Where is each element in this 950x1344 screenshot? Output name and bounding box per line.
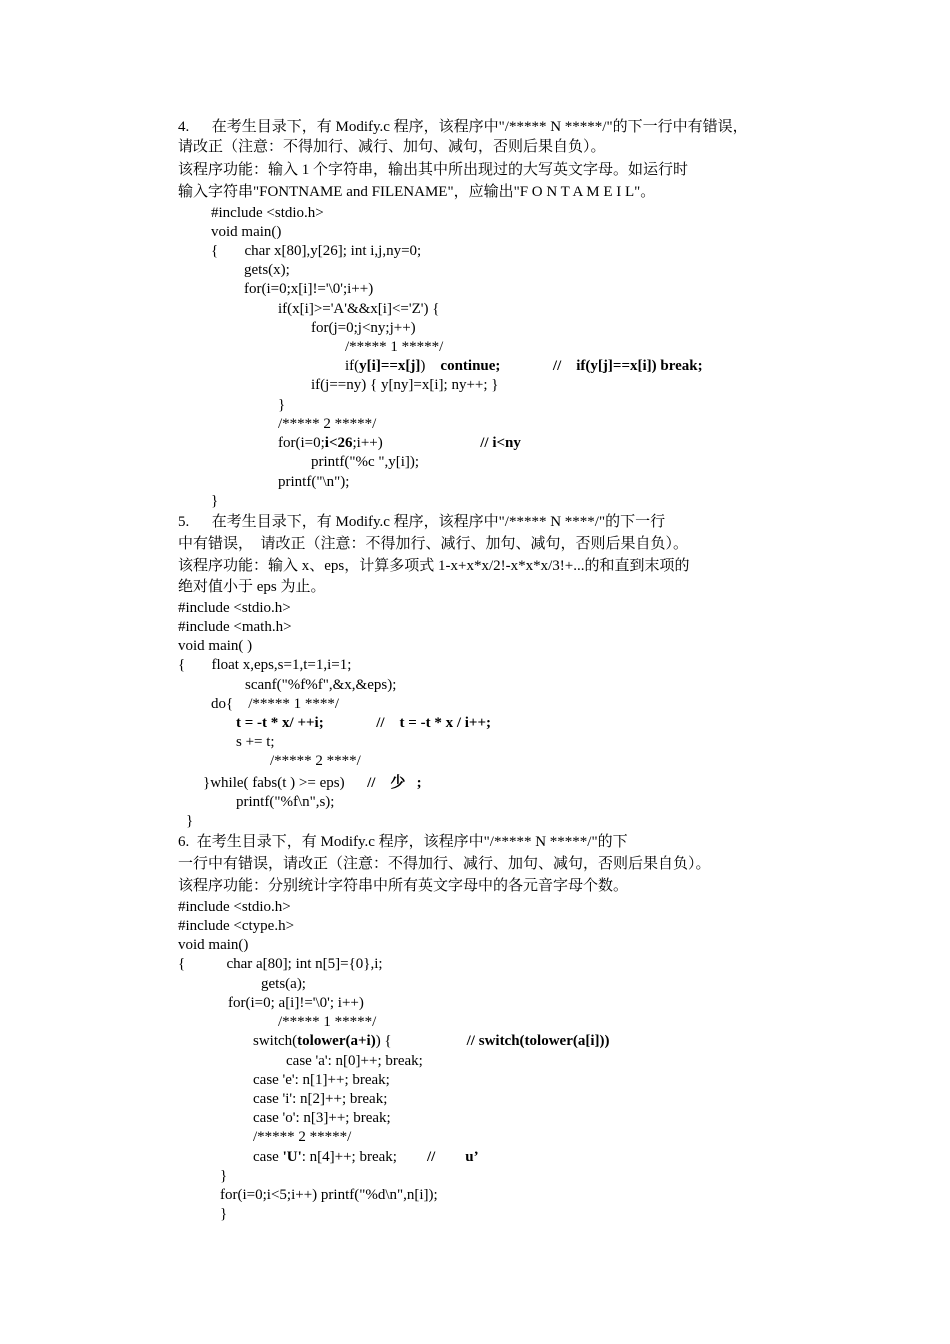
bold-text: i<26 (324, 435, 353, 451)
text-line (178, 138, 606, 157)
text-line (178, 855, 711, 874)
line-text: case 'e': n[1]++; break; (253, 1072, 390, 1088)
code-line (253, 1109, 391, 1128)
code-line (311, 453, 419, 472)
code-line (278, 300, 439, 319)
line-text: 该程序功能：输入 x、eps，计算多项式 1-x+x*x/2!-x*x*x/3!+...的和直到末项的 (178, 558, 690, 574)
code-line (253, 1148, 479, 1167)
line-text: case 'a': n[0]++; break; (286, 1053, 423, 1069)
line-text: } (220, 1168, 228, 1184)
code-line (278, 396, 285, 415)
code-line (220, 1167, 227, 1186)
line-text: 请改正（注意：不得加行、减行、加句、减句，否则后果自负）。 (178, 139, 606, 155)
bold-text: // if(y[j]==x[i]) break; (552, 358, 703, 374)
line-text: if(j==ny) { y[ny]=x[i]; ny++; } (311, 377, 499, 393)
line-text: /***** 1 *****/ (345, 339, 444, 355)
bold-text: y[i]==x[j] (359, 358, 421, 374)
line-text: #include <math.h> (178, 619, 292, 635)
line-text: case 'o': n[3]++; break; (253, 1110, 391, 1126)
code-line (345, 357, 703, 376)
line-text: { char x[80],y[26]; int i,j,ny=0; (211, 243, 422, 259)
line-text: gets(x); (244, 262, 290, 278)
line-text: #include <stdio.h> (178, 899, 291, 915)
code-line (211, 242, 421, 261)
line-text: switch( (253, 1033, 298, 1049)
line-text: for(i=0;i<5;i++) printf("%d\n",n[i]); (220, 1187, 438, 1203)
line-text: ;i++) (352, 435, 481, 451)
code-line (178, 917, 294, 936)
text-line (178, 535, 688, 554)
code-line (278, 1013, 376, 1032)
line-text: #include <ctype.h> (178, 918, 295, 934)
line-text (500, 358, 553, 374)
line-text: 该程序功能：输入 1 个字符串，输出其中所出现过的大写英文字母。如运行时 (178, 162, 689, 178)
bold-text: continue; (440, 358, 501, 374)
code-line (253, 1071, 390, 1090)
bold-text: t = -t * x/ ++i; (236, 715, 324, 731)
bold-text: // switch(tolower(a[i])) (466, 1033, 610, 1049)
code-line (178, 656, 351, 675)
code-line (211, 223, 281, 242)
code-line (211, 204, 324, 223)
text-line (178, 833, 628, 852)
line-text: case (253, 1149, 283, 1165)
code-line (220, 1186, 438, 1205)
line-text: void main() (178, 937, 249, 953)
code-line (236, 793, 334, 812)
line-text: if(x[i]>='A'&&x[i]<='Z') { (278, 301, 440, 317)
code-line (178, 936, 248, 955)
line-text: } (211, 493, 219, 509)
line-text: case 'i': n[2]++; break; (253, 1091, 388, 1107)
line-text: for(i=0;x[i]!='\0';i++) (244, 281, 374, 297)
line-text: /***** 2 *****/ (278, 416, 377, 432)
line-text: 一行中有错误，请改正（注意：不得加行、减行、加句、减句，否则后果自负）。 (178, 856, 711, 872)
code-line (203, 774, 422, 793)
line-text: }while( fabs(t ) >= eps) (203, 775, 368, 791)
code-line (211, 492, 218, 511)
line-text: /***** 2 ****/ (270, 753, 361, 769)
text-line (178, 161, 688, 180)
code-line (286, 1052, 423, 1071)
line-text: 中有错误， 请改正（注意：不得加行、减行、加句、减句，否则后果自负）。 (178, 536, 689, 552)
line-text: 绝对值小于 eps 为止。 (178, 579, 326, 595)
text-line (178, 557, 689, 576)
line-text: s += t; (236, 734, 275, 750)
line-text: ) (420, 358, 441, 374)
line-text: scanf("%f%f",&x,&eps); (245, 677, 397, 693)
line-text: #include <stdio.h> (178, 600, 291, 616)
line-text: 该程序功能：分别统计字符串中所有英文字母中的各元音字母个数。 (178, 878, 629, 894)
code-line (253, 1090, 387, 1109)
code-line (236, 714, 491, 733)
code-line (253, 1032, 610, 1051)
line-text: do{ /***** 1 ****/ (211, 696, 340, 712)
line-text: : n[4]++; break; (301, 1149, 427, 1165)
line-text: 4. 在考生目录下，有 Modify.c 程序，该程序中"/***** N *****/"的下一行中有错误， (178, 119, 748, 135)
bold-text: // i<ny (480, 435, 521, 451)
code-line (311, 319, 416, 338)
code-line (261, 975, 306, 994)
text-line (178, 877, 628, 896)
code-line (244, 261, 290, 280)
code-line (244, 280, 373, 299)
code-line (278, 434, 521, 453)
line-text: printf("%f\n",s); (236, 794, 335, 810)
line-text: for(i=0; a[i]!='\0'; i++) (228, 995, 364, 1011)
code-line (211, 695, 339, 714)
code-line (278, 473, 349, 492)
bold-text: // u’ (426, 1149, 479, 1165)
line-text: { char a[80]; int n[5]={0},i; (178, 956, 383, 972)
code-line (228, 994, 364, 1013)
code-line (178, 599, 291, 618)
code-line (253, 1128, 351, 1147)
code-line (178, 618, 292, 637)
line-text: 5. 在考生目录下，有 Modify.c 程序，该程序中"/***** N ****/"的下一行 (178, 514, 666, 530)
code-line (186, 812, 193, 831)
code-line (220, 1205, 227, 1224)
line-text: } (186, 813, 194, 829)
line-text: 输入字符串"FONTNAME and FILENAME"，应输出"F O N T A M E I L"。 (178, 184, 656, 200)
line-text: if( (345, 358, 360, 374)
bold-text: // 少 ; (367, 775, 422, 791)
text-line (178, 183, 655, 202)
code-line (311, 376, 499, 395)
code-line (278, 415, 376, 434)
line-text: printf("%c ",y[i]); (311, 454, 420, 470)
code-line (236, 733, 275, 752)
line-text: /***** 1 *****/ (278, 1014, 377, 1030)
text-line (178, 118, 748, 137)
code-line (270, 752, 361, 771)
line-text: printf("\n"); (278, 474, 350, 490)
line-text: void main() (211, 224, 282, 240)
code-line (178, 955, 383, 974)
line-text: /***** 2 *****/ (253, 1129, 352, 1145)
line-text: gets(a); (261, 976, 306, 992)
line-text: for(j=0;j<ny;j++) (311, 320, 416, 336)
code-line (178, 637, 252, 656)
text-line (178, 578, 326, 597)
text-line (178, 513, 665, 532)
line-text: void main( ) (178, 638, 253, 654)
line-text: } (220, 1206, 228, 1222)
bold-text: 'U' (282, 1149, 302, 1165)
line-text: #include <stdio.h> (211, 205, 324, 221)
line-text: 6. 在考生目录下，有 Modify.c 程序，该程序中"/***** N *****/"的下 (178, 834, 628, 850)
line-text: for(i=0; (278, 435, 325, 451)
code-line (345, 338, 443, 357)
bold-text: tolower(a+i) (297, 1033, 376, 1049)
code-line (245, 676, 396, 695)
line-text: } (278, 397, 286, 413)
line-text: ) { (375, 1033, 467, 1049)
line-text: { float x,eps,s=1,t=1,i=1; (178, 657, 352, 673)
bold-text: // t = -t * x / i++; (376, 715, 492, 731)
code-line (178, 898, 291, 917)
line-text (324, 715, 377, 731)
